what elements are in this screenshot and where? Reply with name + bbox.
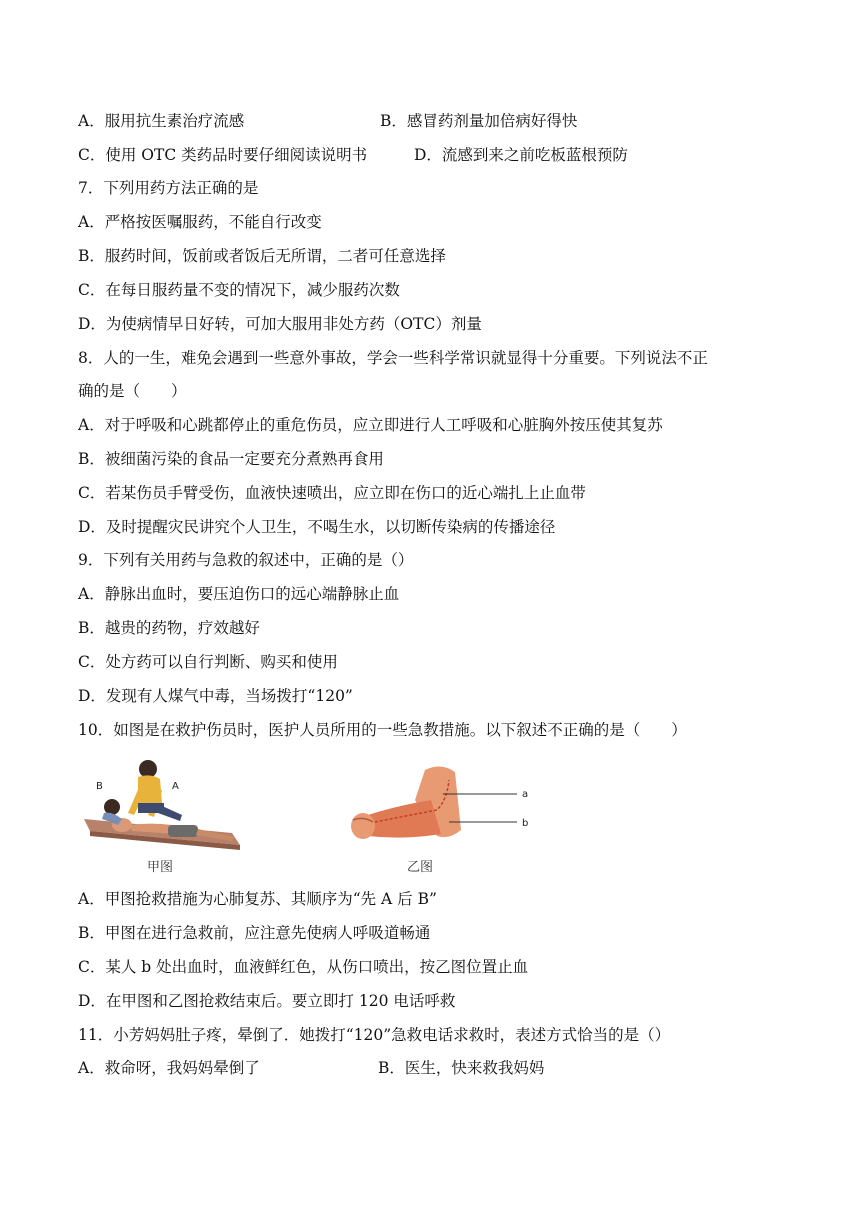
- figure-yi: [345, 760, 545, 870]
- q7-option-b: B．服药时间，饭前或者饭后无所谓，二者可任意选择: [78, 247, 446, 265]
- q7-stem: 7．下列用药方法正确的是: [78, 179, 259, 197]
- q10-stem: 10．如图是在救护伤员时，医护人员所用的一些急教措施。以下叙述不正确的是（ ）: [78, 721, 687, 739]
- arm-illustration: [345, 760, 545, 870]
- q8-option-c: C．若某伤员手臂受伤，血液快速喷出，应立即在伤口的近心端扎上止血带: [78, 484, 586, 502]
- q6-option-d: D．流感到来之前吃板蓝根预防: [414, 146, 628, 164]
- q10-option-c: C．某人 b 处出血时，血液鲜红色，从伤口喷出，按乙图位置止血: [78, 958, 529, 976]
- q10-option-d: D．在甲图和乙图抢救结束后。要立即打 120 电话呼救: [78, 992, 456, 1010]
- q8-stem: 8．人的一生，难免会遇到一些意外事故，学会一些科学常识就显得十分重要。下列说法不正: [78, 349, 708, 367]
- q11-stem: 11．小芳妈妈肚子疼，晕倒了．她拨打“120”急救电话求救时，表述方式恰当的是（）: [78, 1026, 671, 1044]
- label-a: A: [172, 781, 179, 792]
- label-b: B: [96, 781, 103, 792]
- q9-option-c: C．处方药可以自行判断、购买和使用: [78, 653, 338, 671]
- q10-option-a: A．甲图抢救措施为心肺复苏、其顺序为“先 A 后 B”: [78, 890, 437, 908]
- q11-option-b: B．医生，快来救我妈妈: [378, 1059, 545, 1077]
- q8-option-b: B．被细菌污染的食品一定要充分煮熟再食用: [78, 450, 384, 468]
- q9-option-b: B．越贵的药物，疗效越好: [78, 619, 260, 637]
- q10-option-b: B．甲图在进行急救前，应注意先使病人呼吸道畅通: [78, 924, 431, 942]
- figure-yi-caption: 乙图: [407, 860, 434, 875]
- q7-option-c: C．在每日服药量不变的情况下，减少服药次数: [78, 281, 400, 299]
- q6-option-c: C．使用 OTC 类药品时要仔细阅读说明书: [78, 146, 368, 164]
- figure-jia-caption: 甲图: [147, 860, 174, 875]
- label-a-arm: a: [522, 789, 529, 800]
- q11-option-a: A．救命呀，我妈妈晕倒了: [78, 1059, 260, 1077]
- q8-option-d: D．及时提醒灾民讲究个人卫生，不喝生水，以切断传染病的传播途径: [78, 518, 556, 536]
- q9-option-d: D．发现有人煤气中毒，当场拨打“120”: [78, 687, 353, 705]
- q9-option-a: A．静脉出血时，要压迫伤口的远心端静脉止血: [78, 585, 400, 603]
- q8-stem-cont: 确的是（ ）: [78, 382, 187, 400]
- q7-option-a: A．严格按医嘱服药，不能自行改变: [78, 213, 322, 231]
- label-b-arm: b: [522, 818, 529, 829]
- q8-option-a: A．对于呼吸和心跳都停止的重危伤员，应立即进行人工呼吸和心脏胸外按压使其复苏: [78, 416, 663, 434]
- q9-stem: 9．下列有关用药与急救的叙述中，正确的是（）: [78, 551, 414, 569]
- q6-option-b: B．感冒药剂量加倍病好得快: [380, 112, 578, 130]
- q6-option-a: A．服用抗生素治疗流感: [78, 112, 245, 130]
- q7-option-d: D．为使病情早日好转，可加大服用非处方药（OTC）剂量: [78, 315, 482, 333]
